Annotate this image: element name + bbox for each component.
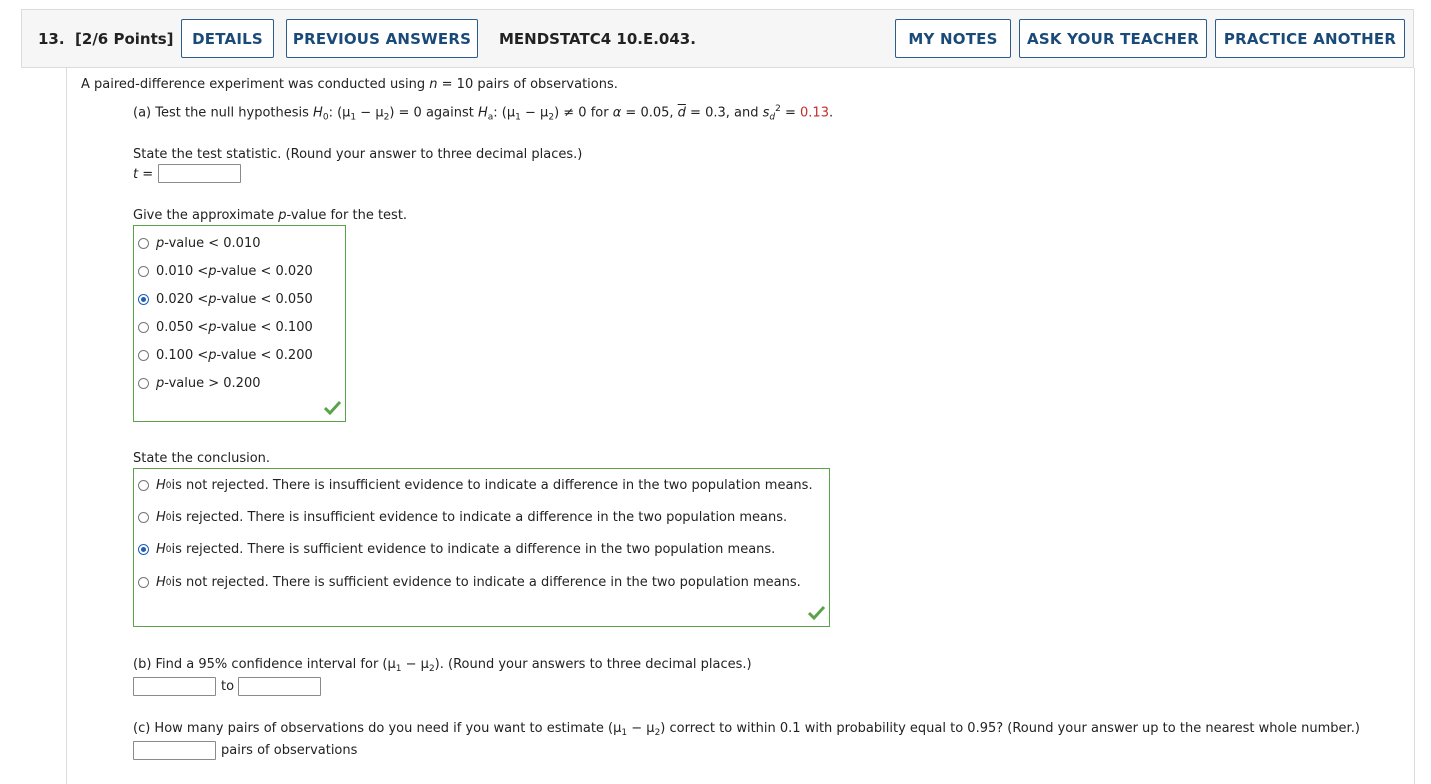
radio-unselected-icon[interactable]	[138, 577, 149, 588]
pvalue-option[interactable]: 0.100 < p -value < 0.200	[138, 348, 313, 363]
problem-code: MENDSTATC4 10.E.043.	[499, 30, 696, 48]
checkmark-icon	[324, 401, 341, 415]
part-a-statement: (a) Test the null hypothesis $H_0$: $(\mu_1 - \mu_2) = 0$ against $H_a$: $(\mu_1 - \mu_2) \ne 0$ for α = 0.05, $\overline{d} = 0.3$, and $s_d^2 = 0.13$.	[133, 104, 834, 123]
variance-value: 0.13	[800, 105, 829, 121]
radio-unselected-icon[interactable]	[138, 512, 149, 523]
radio-unselected-icon[interactable]	[138, 350, 149, 361]
t-label: t =	[133, 167, 154, 182]
question-header	[21, 9, 1414, 68]
conclusion-option[interactable]: H 0 is not rejected. There is insufficient evidence to indicate a difference in the two population means.	[138, 478, 813, 493]
ask-your-teacher-button[interactable]: ASK YOUR TEACHER	[1019, 19, 1207, 58]
radio-unselected-icon[interactable]	[138, 322, 149, 333]
pvalue-option[interactable]: 0.010 < p -value < 0.020	[138, 264, 313, 279]
pairs-input[interactable]	[133, 741, 216, 760]
ci-upper-input[interactable]	[238, 677, 321, 696]
part-c-statement: (c) How many pairs of observations do you need if you want to estimate $(\mu_1 - \mu_2)$ correct to within 0.1 with probability equal to 0.95? (Round your answer up to the nearest whole number.)	[133, 721, 1360, 738]
pairs-unit-label: pairs of observations	[221, 743, 358, 758]
question-number: 13. [2/6 Points]	[38, 30, 174, 48]
conclusion-answer-box	[133, 468, 830, 627]
radio-selected-icon[interactable]	[138, 544, 149, 555]
pvalue-option[interactable]: p -value > 0.200	[138, 376, 261, 391]
test-stat-prompt: State the test statistic. (Round your answer to three decimal places.)	[133, 147, 583, 162]
pvalue-prompt: Give the approximate p-value for the test.	[133, 208, 408, 223]
radio-unselected-icon[interactable]	[138, 266, 149, 277]
practice-another-button[interactable]: PRACTICE ANOTHER	[1215, 19, 1405, 58]
radio-unselected-icon[interactable]	[138, 238, 149, 249]
pvalue-answer-box	[133, 225, 346, 422]
conclusion-option[interactable]: H 0 is rejected. There is sufficient evidence to indicate a difference in the two population means.	[138, 542, 775, 557]
details-button[interactable]: DETAILS	[181, 19, 274, 58]
ci-lower-input[interactable]	[133, 677, 216, 696]
conclusion-prompt: State the conclusion.	[133, 451, 271, 466]
radio-unselected-icon[interactable]	[138, 480, 149, 491]
to-label: to	[221, 679, 235, 694]
intro-text: A paired-difference experiment was conducted using n = 10 pairs of observations.	[81, 77, 618, 92]
my-notes-button[interactable]: MY NOTES	[895, 19, 1011, 58]
pvalue-option[interactable]: p -value < 0.010	[138, 236, 261, 251]
pvalue-option[interactable]: 0.050 < p -value < 0.100	[138, 320, 313, 335]
t-statistic-input[interactable]	[158, 164, 241, 183]
conclusion-option[interactable]: H 0 is not rejected. There is sufficient evidence to indicate a difference in the two population means.	[138, 575, 801, 590]
checkmark-icon	[808, 606, 825, 620]
part-b-statement: (b) Find a 95% confidence interval for $(\mu_1 - \mu_2)$. (Round your answers to three decimal places.)	[133, 657, 752, 674]
conclusion-option[interactable]: H 0 is rejected. There is insufficient evidence to indicate a difference in the two population means.	[138, 510, 787, 525]
radio-selected-icon[interactable]	[138, 294, 149, 305]
pvalue-option[interactable]: 0.020 < p -value < 0.050	[138, 292, 313, 307]
previous-answers-button[interactable]: PREVIOUS ANSWERS	[286, 19, 478, 58]
radio-unselected-icon[interactable]	[138, 378, 149, 389]
